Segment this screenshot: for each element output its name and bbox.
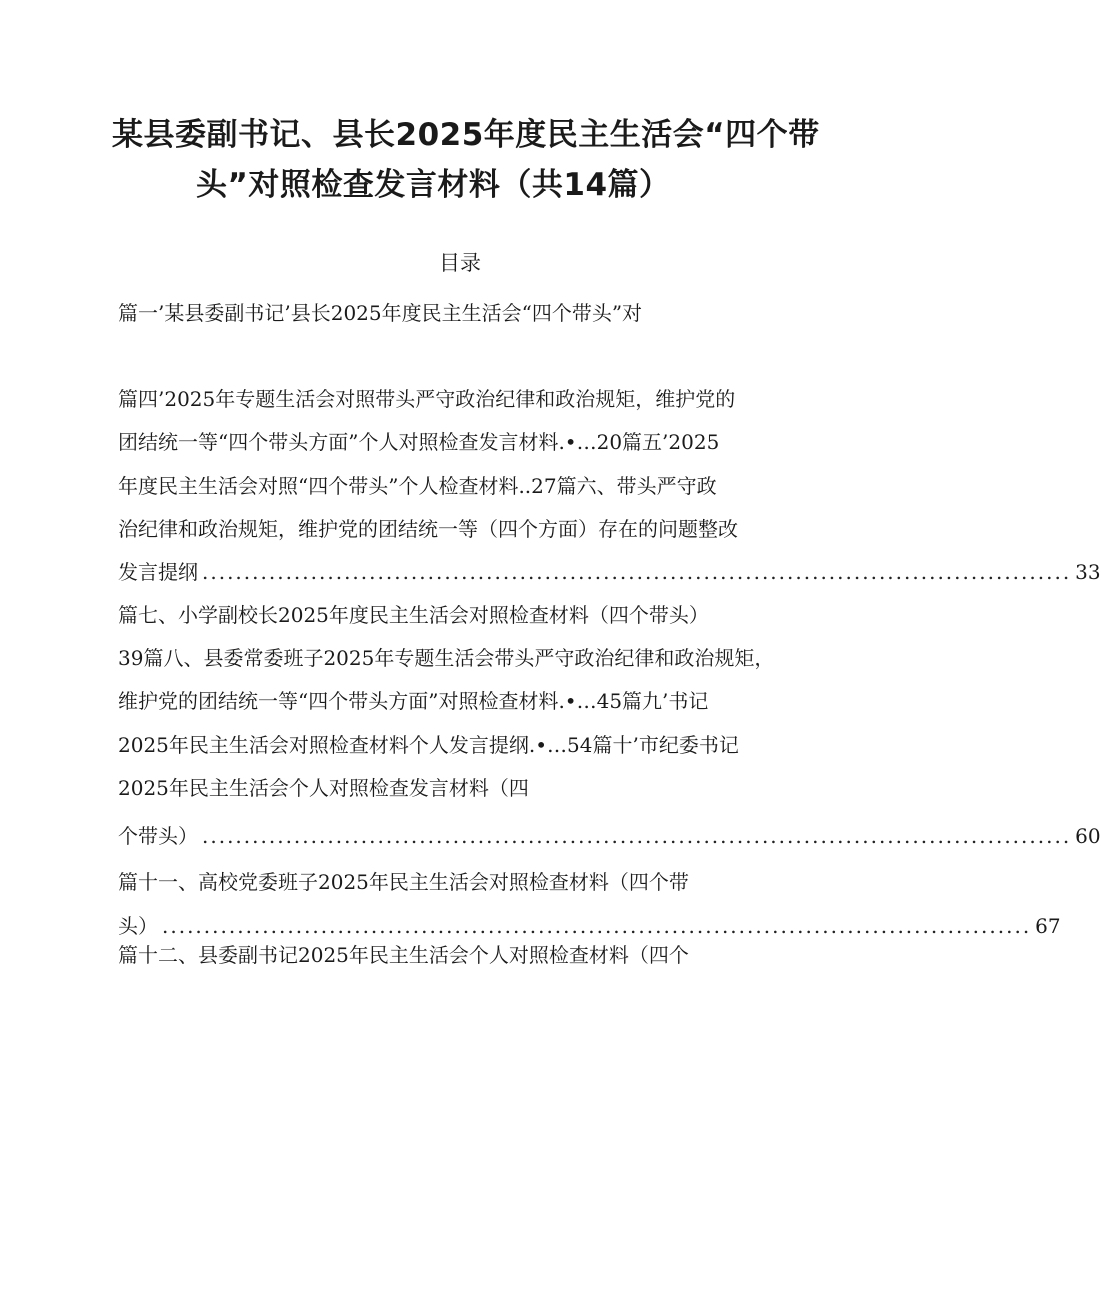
toc-entry-text: 个带头） — [118, 824, 198, 848]
toc-entry[interactable]: 篇七、小学副校长2025年度民主生活会对照检查材料（四个带头） — [118, 603, 709, 627]
dot-leader: ........................................................................................................ — [202, 824, 1072, 848]
toc-page-number: 60 — [1075, 824, 1101, 848]
document-title-line-1: 某县委副书记、县长2025年度民主生活会“四个带 — [112, 117, 820, 153]
toc-entry-with-leader[interactable] — [118, 912, 1061, 940]
dot-leader: ........................................................................................................ — [162, 914, 1032, 938]
toc-entry-text: 头） — [118, 914, 158, 938]
toc-entry[interactable]: 篇四’2025年专题生活会对照带头严守政治纪律和政治规矩，维护党的 — [118, 387, 736, 411]
toc-page-number: 33 — [1075, 560, 1101, 584]
toc-entry[interactable]: 治纪律和政治规矩，维护党的团结统一等（四个方面）存在的问题整改 — [118, 517, 738, 541]
dot-leader: ........................................................................................................ — [202, 560, 1072, 584]
toc-entry[interactable]: 团结统一等“四个带头方面”个人对照检查发言材料.•…20篇五’2025 — [118, 430, 720, 454]
toc-entry[interactable]: 39篇八、县委常委班子2025年专题生活会带头严守政治纪律和政治规矩， — [118, 646, 775, 670]
toc-entry[interactable]: 篇十二、县委副书记2025年民主生活会个人对照检查材料（四个 — [118, 943, 689, 967]
document-title-line-2: 头”对照检查发言材料（共14篇） — [196, 167, 671, 203]
toc-entry[interactable]: 维护党的团结统一等“四个带头方面”对照检查材料.•…45篇九’书记 — [118, 689, 709, 713]
toc-entry[interactable]: 篇十一、高校党委班子2025年民主生活会对照检查材料（四个带 — [118, 870, 689, 894]
toc-page-number: 67 — [1035, 914, 1061, 938]
toc-entry-with-leader[interactable] — [118, 558, 1101, 586]
toc-entry[interactable]: 2025年民主生活会个人对照检查发言材料（四 — [118, 776, 529, 800]
toc-entry[interactable]: 篇一’某县委副书记’县长2025年度民主生活会“四个带头”对 — [118, 301, 643, 325]
toc-entry-with-leader[interactable] — [118, 822, 1101, 850]
toc-entry[interactable]: 2025年民主生活会对照检查材料个人发言提纲.•…54篇十’市纪委书记 — [118, 733, 739, 757]
toc-entry[interactable]: 年度民主生活会对照“四个带头”个人检查材料..27篇六、带头严守政 — [118, 474, 717, 498]
toc-heading: 目录 — [439, 251, 481, 275]
toc-entry-text: 发言提纲 — [118, 560, 198, 584]
